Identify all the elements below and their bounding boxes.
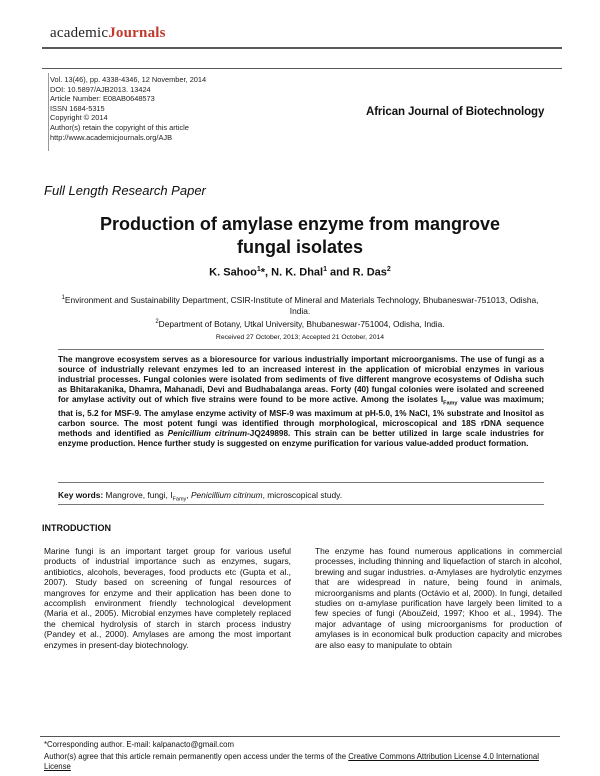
abstract-part-3: -JQ249898. This strain can be better utilized in large scale industries for enzyme production. Hence further study is suggested on enzyme purification for various value-added product formation. bbox=[58, 429, 544, 449]
publisher-logo bbox=[50, 24, 166, 42]
author-2: , N. K. Dhal bbox=[265, 266, 324, 279]
meta-doi: DOI: 10.5897/AJB2013. 13424 bbox=[50, 84, 151, 94]
keywords-subscript: Famy bbox=[172, 496, 187, 503]
corresponding-author: *Corresponding author. E-mail: kalpanacto@gmail.com bbox=[44, 740, 234, 749]
abstract-rule-bottom bbox=[58, 482, 544, 483]
license-notice bbox=[44, 752, 556, 772]
keywords-part-2: , bbox=[186, 490, 191, 500]
license-link[interactable]: Creative Commons Attribution License 4.0 International License bbox=[44, 752, 539, 771]
keywords-part-1: Mangrove, fungi, I bbox=[103, 490, 173, 500]
author-1-sup: 1 bbox=[256, 266, 261, 273]
affiliation-2 bbox=[56, 317, 544, 330]
body-column-left: Marine fungi is an important target group for various useful products of industrial importance such as enzymes, sugars, antibiotics, alcohols, beverages, food products etc (Gupta et al., 2007). Study based on screening of fungal resources of mangroves for enzyme and their application has been done to accomplish environment friendly technological development (Maria et al., 2005). Microbial enzymes have completely replaced the chemical hydrolysis of starch in starch process industry (Pandey et al., 2000). Amylases are among the most important enzymes in present-day biotechnology. bbox=[44, 546, 291, 650]
keywords-label: Key words: bbox=[58, 490, 104, 500]
header-rule-top bbox=[42, 47, 562, 49]
author-1: K. Sahoo bbox=[209, 266, 257, 279]
affiliation-1 bbox=[56, 293, 544, 317]
author-list bbox=[40, 266, 560, 279]
abstract-subscript: Famy bbox=[443, 401, 458, 408]
keywords-part-3: , microscopical study. bbox=[262, 490, 343, 500]
title-line-1: Production of amylase enzyme from mangrove bbox=[99, 214, 501, 234]
abstract-species: Penicillium citrinum bbox=[167, 429, 248, 439]
keywords-rule bbox=[58, 504, 544, 505]
meta-rights: Author(s) retain the copyright of this article bbox=[50, 122, 189, 132]
affiliation-1-text: Environment and Sustainability Department, CSIR-Institute of Mineral and Materials Technology, Bhubaneswar-751013, Odisha, India. bbox=[64, 294, 539, 316]
meta-volume: Vol. 13(46), pp. 4338-4346, 12 November, 2014 bbox=[50, 75, 207, 84]
author-3-sup: 2 bbox=[386, 266, 391, 273]
author-2-sup: 1 bbox=[323, 266, 327, 273]
keywords bbox=[58, 490, 544, 503]
author-3: and R. Das bbox=[327, 266, 387, 279]
title-line-2: fungal isolates bbox=[236, 237, 364, 257]
abstract bbox=[58, 355, 544, 449]
body-column-right: The enzyme has found numerous applications in commercial processes, including thinning and liquefaction of starch in alcohol, brewing and sugar industries. α-Amylases are hydrolytic enzymes that are widespread in nature, being found in animals, microorganisms and plants (Octávio et al, 2000). In fungi, detailed studies on α-amylase purification have largely been limited to a few species of fungi (AbouZeid, 1997; Khoo et al., 1994). The major advantage of using microorganisms for production of amylases is in economical bulk production capacity and microbes are also easy to manipulate to obtain bbox=[315, 546, 562, 650]
affiliation-2-sup: 2 bbox=[155, 318, 159, 325]
article-title bbox=[40, 213, 560, 259]
author-1-star: * bbox=[260, 266, 266, 279]
meta-copyright: Copyright © 2014 bbox=[50, 113, 108, 123]
keywords-species: Penicillium citrinum bbox=[190, 490, 263, 500]
article-type: Full Length Research Paper bbox=[44, 183, 206, 198]
article-meta bbox=[50, 75, 206, 142]
affiliations bbox=[56, 293, 544, 330]
logo-text-journals: Journals bbox=[108, 25, 166, 41]
footer-rule bbox=[40, 736, 560, 737]
header-rule-bottom bbox=[42, 68, 562, 69]
logo-text-academic: academic bbox=[50, 25, 109, 41]
affiliation-2-text: Department of Botany, Utkal University, Bhubaneswar-751004, Odisha, India. bbox=[158, 318, 445, 329]
section-heading-introduction: INTRODUCTION bbox=[42, 523, 111, 533]
received-dates: Received 27 October, 2013; Accepted 21 October, 2014 bbox=[215, 334, 385, 341]
affiliation-1-sup: 1 bbox=[61, 295, 65, 301]
abstract-part-2: value was maximum; that is, 5.2 for MSF-9. The amylase enzyme activity of MSF-9 was maximum at pH-5.0, 1% NaCl, 1% substrate and Inositol as carbon source. The most potent fungi was identified through morphological, microscopical and 18S rDNA sequence methods and identified as bbox=[58, 395, 544, 439]
journal-name: African Journal of Biotechnology bbox=[366, 106, 545, 118]
license-prefix: Author(s) agree that this article remain permanently open access under the terms of the bbox=[44, 752, 349, 761]
meta-issn: ISSN 1684-5315 bbox=[50, 103, 105, 113]
abstract-part-1: The mangrove ecosystem serves as a bioresource for various industrially important microorganisms. The use of fungi as a source of industrially relevant enzymes led to an increased interest in the application of microbial enzymes in various industrial processes. Fungal colonies were isolated from sediments of five different mangrove ecosystems of Odisha such as Bhitarakanika, Dhamra, Mahanadi, Devi and Budhabalanga areas. Forty (40) fungal colonies were isolated and screened for amylase activity out of which five strains were found to be more active. Among the isolates I bbox=[58, 355, 544, 405]
abstract-rule-top bbox=[58, 349, 544, 350]
meta-url[interactable]: http://www.academicjournals.org/AJB bbox=[50, 132, 172, 142]
meta-article-number: Article Number: E08AB0648573 bbox=[50, 94, 155, 104]
